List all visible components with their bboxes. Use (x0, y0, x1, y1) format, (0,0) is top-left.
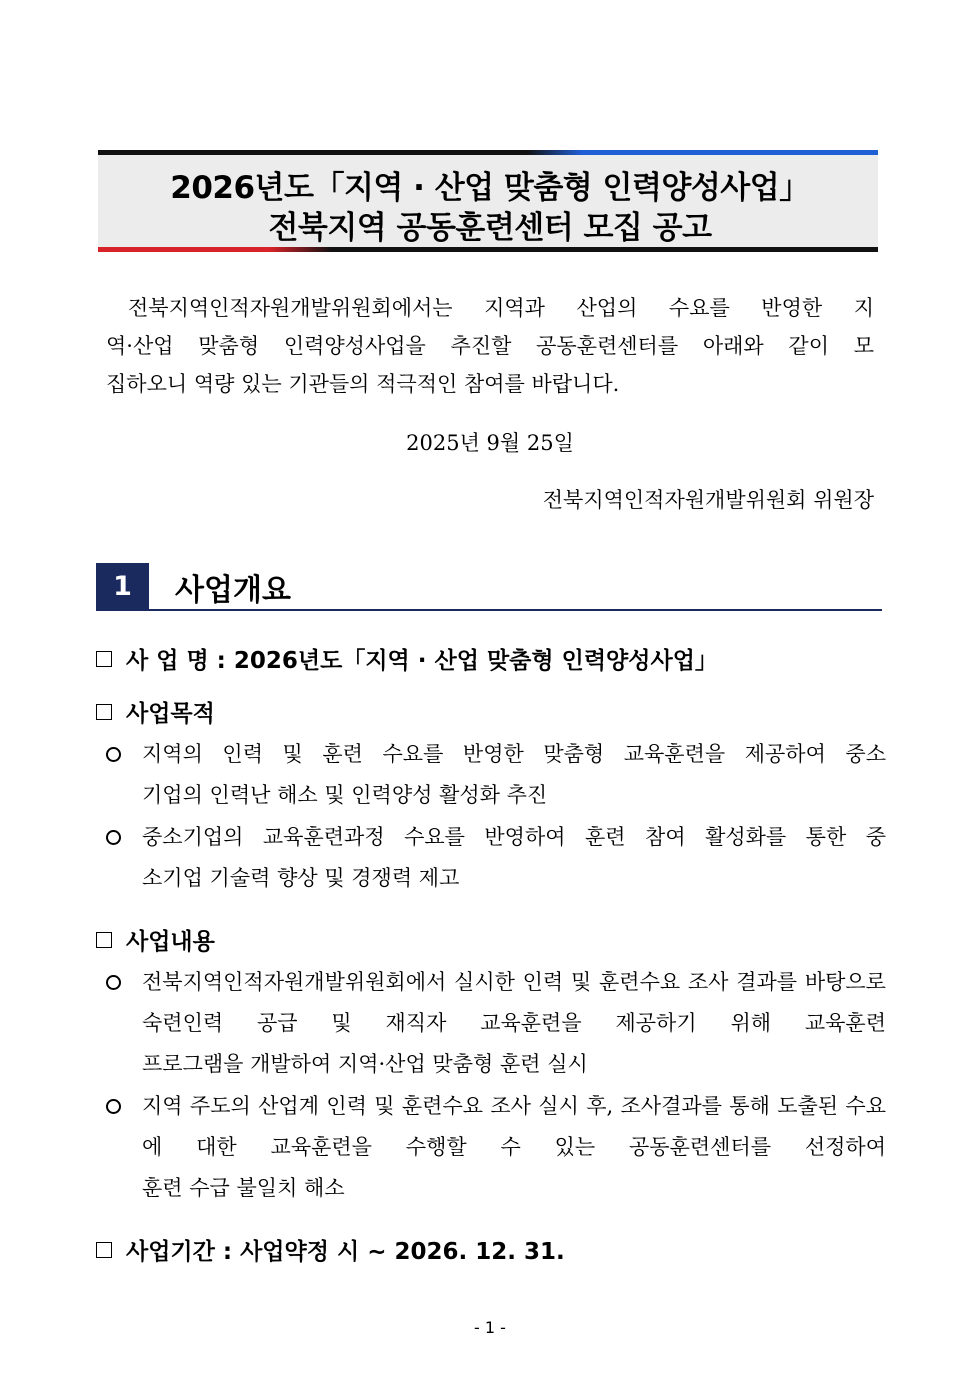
item-period (96, 1233, 565, 1266)
intro-line1: 전북지역인적자원개발위원회에서는 지역과 산업의 수요를 반영한 지 (128, 296, 874, 320)
section-rule (96, 609, 882, 611)
purpose-bullet-1 (106, 734, 886, 816)
project-name-text: 사 업 명 : 2026년도「지역 · 산업 맞춤형 인력양성사업」 (126, 648, 718, 674)
content-b1-line1: 전북지역인적자원개발위원회에서 실시한 인력 및 훈련수요 조사 결과를 (142, 970, 798, 994)
page-number: - 1 - (474, 1318, 506, 1337)
title-bottom-bar (98, 247, 878, 252)
content-b1-line3: 프로그램을 개발하여 지역·산업 맞춤형 훈련 실시 (142, 1052, 588, 1076)
checkbox-icon (96, 704, 112, 720)
circle-bullet-icon (106, 975, 121, 990)
issuer: 전북지역인적자원개발위원회 위원장 (542, 488, 874, 512)
item-purpose-heading (96, 695, 215, 728)
content-b2-line1: 지역 주도의 산업계 인력 및 훈련수요 조사 실시 후, 조사결과를 통해 (142, 1094, 770, 1118)
title-top-bar (98, 150, 878, 155)
item-content-heading (96, 923, 215, 956)
purpose-heading-text: 사업목적 (126, 701, 215, 727)
item-project-name (96, 642, 718, 675)
checkbox-icon (96, 651, 112, 667)
intro-line3: 집하오니 역량 있는 기관들의 적극적인 참여를 바랍니다. (106, 372, 620, 396)
document-title-line1: 2026년도「지역 · 산업 맞춤형 인력양성사업」 (170, 170, 810, 206)
purpose-bullet-2 (106, 817, 886, 899)
checkbox-icon (96, 1242, 112, 1258)
content-bullet-2 (106, 1086, 886, 1209)
announcement-date: 2025년 9월 25일 (406, 431, 574, 455)
circle-bullet-icon (106, 830, 121, 845)
purpose-b2-line2: 소기업 기술력 향상 및 경쟁력 제고 (142, 866, 460, 890)
content-b2-line3: 훈련 수급 불일치 해소 (142, 1176, 345, 1200)
purpose-b2-line1: 중소기업의 교육훈련과정 수요를 반영하여 훈련 참여 활성화를 통한 중 (142, 825, 886, 849)
document-title-line2: 전북지역 공동훈련센터 모집 공고 (268, 210, 712, 246)
purpose-b1-line1: 지역의 인력 및 훈련 수요를 반영한 맞춤형 교육훈련을 제공하여 중소 (142, 742, 886, 766)
section-title: 사업개요 (175, 573, 291, 608)
content-b2-line2: 도출된 수요에 대한 교육훈련을 수행할 수 있는 공동훈련센터를 선정하여 (142, 1094, 886, 1159)
period-text: 사업기간 : 사업약정 시 ~ 2026. 12. 31. (126, 1239, 565, 1265)
intro-line2: 역·산업 맞춤형 인력양성사업을 추진할 공동훈련센터를 아래와 같이 모 (106, 334, 874, 358)
purpose-b1-line2: 기업의 인력난 해소 및 인력양성 활성화 추진 (142, 783, 548, 807)
content-heading-text: 사업내용 (126, 929, 215, 955)
section-number: 1 (96, 563, 149, 610)
checkbox-icon (96, 932, 112, 948)
circle-bullet-icon (106, 1099, 121, 1114)
circle-bullet-icon (106, 747, 121, 762)
content-b1-line2: 바탕으로 숙련인력 공급 및 재직자 교육훈련을 제공하기 위해 교육훈련 (142, 970, 886, 1035)
content-bullet-1 (106, 962, 886, 1085)
